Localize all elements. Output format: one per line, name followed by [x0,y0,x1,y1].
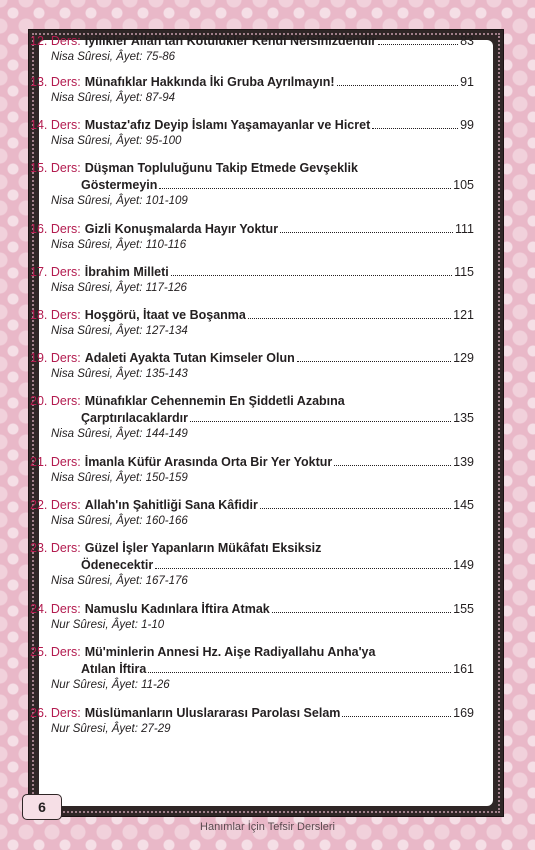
toc-entry [30,540,474,589]
page-ref: 105 [453,178,474,192]
page-ref: 129 [453,351,474,365]
surah-verse: Nisa Sûresi, Âyet: 135-143 [51,368,188,380]
page-ref: 155 [453,602,474,616]
toc-entry [30,350,474,382]
lesson-title: Gizli Konuşmalarda Hayır Yoktur [84,222,279,236]
surah-verse: Nisa Sûresi, Âyet: 167-176 [51,575,188,587]
lesson-title: Güzel İşler Yapanların Mükâfatı Eksiksiz [84,541,322,555]
toc-entry [30,307,474,339]
lesson-number: 13. Ders: [30,75,81,89]
surah-verse: Nisa Sûresi, Âyet: 144-149 [51,428,188,440]
dot-leader [171,275,452,276]
lesson-number: 24. Ders: [30,602,81,616]
lesson-number: 23. Ders: [30,541,81,555]
dot-leader [159,188,451,189]
lesson-title: Düşman Topluluğunu Takip Etmede Gevşeklik [84,161,358,175]
toc-entry [30,264,474,296]
lesson-title: Hoşgörü, İtaat ve Boşanma [84,308,246,322]
lesson-title: İyilikler Allah'tan Kötülükler Kendi Nefsinizdendir [84,34,377,48]
toc-entry [30,393,474,442]
dot-leader [190,421,451,422]
page-ref: 139 [453,455,474,469]
dot-leader [297,361,451,362]
dot-leader [378,44,458,45]
lesson-title: Adaleti Ayakta Tutan Kimseler Olun [84,351,295,365]
lesson-title: Namuslu Kadınlara İftira Atmak [84,602,270,616]
lesson-number: 25. Ders: [30,645,81,659]
dot-leader [148,672,451,673]
dot-leader [272,612,451,613]
surah-verse: Nisa Sûresi, Âyet: 150-159 [51,472,188,484]
page-ref: 115 [454,265,474,279]
page-ref: 91 [460,75,474,89]
lesson-title: Münafıklar Hakkında İki Gruba Ayrılmayın! [84,75,335,89]
lesson-number: 16. Ders: [30,222,81,236]
lesson-title-continued: Çarptırılacaklardır [81,411,188,425]
lesson-number: 20. Ders: [30,394,81,408]
book-title-footer: Hanımlar İçin Tefsir Dersleri [200,821,335,833]
page-ref: 145 [453,498,474,512]
lesson-number: 15. Ders: [30,161,81,175]
surah-verse: Nisa Sûresi, Âyet: 160-166 [51,515,188,527]
dot-leader [155,568,451,569]
surah-verse: Nisa Sûresi, Âyet: 127-134 [51,325,188,337]
page-ref: 121 [453,308,474,322]
lesson-title: Mü'minlerin Annesi Hz. Aişe Radiyallahu Anha'ya [84,645,376,659]
surah-verse: Nisa Sûresi, Âyet: 95-100 [51,135,182,147]
lesson-number: 14. Ders: [30,118,81,132]
lesson-number: 18. Ders: [30,308,81,322]
page-ref: 83 [460,34,474,48]
lesson-title-continued: Ödenecektir [81,558,154,572]
toc-entry [30,705,474,737]
lesson-title: Münafıklar Cehennemin En Şiddetli Azabına [84,394,345,408]
surah-verse: Nur Sûresi, Âyet: 11-26 [51,679,170,691]
lesson-title: İbrahim Milleti [84,265,169,279]
surah-verse: Nisa Sûresi, Âyet: 87-94 [51,92,176,104]
surah-verse: Nisa Sûresi, Âyet: 101-109 [51,195,188,207]
page-ref: 111 [454,222,474,236]
lesson-number: 26. Ders: [30,706,81,720]
dot-leader [337,85,459,86]
surah-verse: Nur Sûresi, Âyet: 27-29 [51,723,171,735]
toc-entry [30,601,474,633]
surah-verse: Nisa Sûresi, Âyet: 75-86 [51,51,176,63]
page-ref: 161 [453,662,474,676]
lesson-number: 22. Ders: [30,498,81,512]
lesson-title: İmanla Küfür Arasında Orta Bir Yer Yoktur [84,455,333,469]
page-ref: 135 [453,411,474,425]
surah-verse: Nisa Sûresi, Âyet: 117-126 [51,282,187,294]
lesson-number: 19. Ders: [30,351,81,365]
lesson-number: 21. Ders: [30,455,81,469]
page-ref: 149 [453,558,474,572]
dot-leader [334,465,451,466]
lesson-title-continued: Göstermeyin [81,178,158,192]
page-ref: 99 [460,118,474,132]
toc-entry [30,74,474,106]
page-number: 6 [22,794,62,820]
toc-entry [30,644,474,693]
toc-entry [30,221,474,253]
surah-verse: Nur Sûresi, Âyet: 1-10 [51,619,165,631]
lesson-number: 17. Ders: [30,265,81,279]
dot-leader [372,128,458,129]
toc-entry [30,160,474,209]
toc-entry [30,117,474,149]
toc-entry [30,454,474,486]
toc-entry [30,497,474,529]
dot-leader [248,318,451,319]
page-ref: 169 [453,706,474,720]
dot-leader [280,232,453,233]
toc-entry [30,33,474,65]
lesson-title: Mustaz'afız Deyip İslamı Yaşamayanlar ve Hicret [84,118,371,132]
dot-leader [260,508,451,509]
surah-verse: Nisa Sûresi, Âyet: 110-116 [51,239,187,251]
lesson-title: Müslümanların Uluslararası Parolası Selam [84,706,341,720]
lesson-number: 12. Ders: [30,34,81,48]
dot-leader [342,716,451,717]
lesson-title: Allah'ın Şahitliği Sana Kâfidir [84,498,258,512]
lesson-title-continued: Atılan İftira [81,662,147,676]
